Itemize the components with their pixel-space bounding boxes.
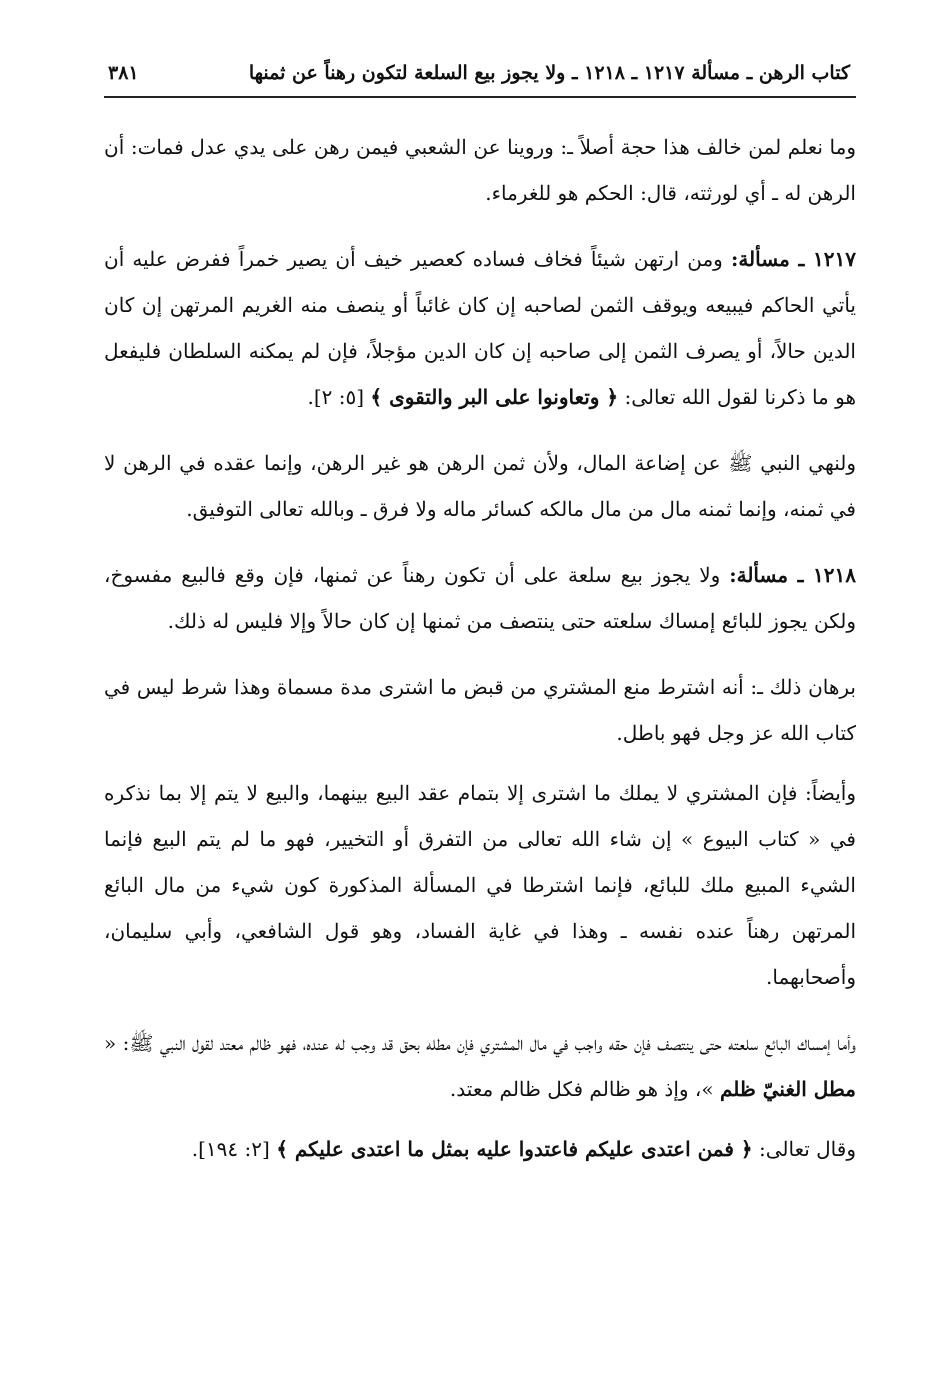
verse-reference: [٥: ٢]. [307, 385, 371, 409]
quran-quote: ﴿ فمن اعتدى عليكم فاعتدوا عليه بمثل ما اعتدى عليكم ﴾ [276, 1137, 753, 1161]
quran-quote: ﴿ وتعاونوا على البر والتقوى ﴾ [370, 385, 619, 409]
paragraph-text: ولنهي النبي ﷺ عن إضاعة المال، ولأن ثمن الرهن هو غير الرهن، وإنما عقده في الرهن لا في ثمنه، وإنما ثمنه مال من مال مالكه كسائر ماله ولا فرق ـ وبالله تعالى التوفيق. [104, 451, 856, 521]
paragraph-prohibition [104, 440, 856, 532]
verse-reference: [٢: ١٩٤]. [191, 1137, 277, 1161]
paragraph-text: ولا يجوز بيع سلعة على أن تكون رهناً عن ثمنها، فإن وقع فالبيع مفسوخ، ولكن يجوز للبائع إمساك سلعته حتى ينتصف من ثمنها إن كان حالاً وإلا فليس له ذلك. [104, 563, 856, 633]
paragraph-text: وقال تعالى: [752, 1137, 856, 1161]
paragraph-additionally [104, 770, 856, 1000]
page-number: ٣٨١ [108, 62, 139, 84]
paragraph-text: وأيضاً: فإن المشتري لا يملك ما اشترى إلا بتمام عقد البيع بينهما، والبيع لا يتم إلا بما نذكره في « كتاب البيوع » إن شاء الله تعالى من التفرق أو التخيير، فهو ما لم يتم البيع فإنما الشيء المبيع ملك للبائع، فإنما اشترطا في المسألة المذكورة كون شيء من مال البائع المرتهن رهناً عنده نفسه ـ وهذا في غاية الفساد، وهو قول الشافعي، وأبي سليمان، وأصحابهما. [104, 781, 856, 989]
page-header [104, 62, 856, 98]
paragraph-text: »، وإذ هو ظالم فكل ظالم معتد. [449, 1077, 720, 1101]
paragraph-verse [104, 1126, 856, 1172]
running-title: كتاب الرهن ـ مسألة ١٢١٧ ـ ١٢١٨ ـ ولا يجوز بيع السلعة لتكون رهناً عن ثمنها [248, 62, 850, 84]
hadith-quote: مطل الغنيّ ظلم [719, 1077, 856, 1101]
paragraph-issue-1218 [104, 552, 856, 644]
paragraph-withholding [104, 1020, 856, 1112]
paragraph-text: برهان ذلك ـ: أنه اشترط منع المشتري من قبض ما اشترى مدة مسماة وهذا شرط ليس في كتاب الله عز وجل فهو باطل. [104, 675, 856, 745]
paragraph-text: وأما إمساك البائع سلعته حتى ينتصف فإن حقه واجب في مال المشتري فإن مطله بحق قد وجب له عنده، فهو ظالم معتد لقول النبي ﷺ: « [104, 1031, 856, 1055]
paragraph-text: وما نعلم لمن خالف هذا حجة أصلاً ـ: وروينا عن الشعبي فيمن رهن على يدي عدل فمات: أن الرهن له ـ أي لورثته، قال: الحكم هو للغرماء. [104, 135, 856, 205]
page-body [104, 124, 856, 1172]
paragraph-proof [104, 664, 856, 756]
paragraph-issue-1217 [104, 236, 856, 420]
paragraph-text: ومن ارتهن شيئاً فخاف فساده كعصير خيف أن يصير خمراً ففرض عليه أن يأتي الحاكم فيبيعه ويوقف الثمن لصاحبه إن كان غائباً أو ينصف منه الغريم المرتهن إن كان الدين حالاً، أو يصرف الثمن إلى صاحبه إن كان الدين مؤجلاً، فإن لم يمكنه السلطان فليفعل هو ما ذكرنا لقول الله تعالى: [104, 247, 856, 409]
paragraph-narration [104, 124, 856, 216]
issue-heading: ١٢١٧ ـ مسألة: [730, 247, 856, 271]
issue-heading: ١٢١٨ ـ مسألة: [729, 563, 856, 587]
